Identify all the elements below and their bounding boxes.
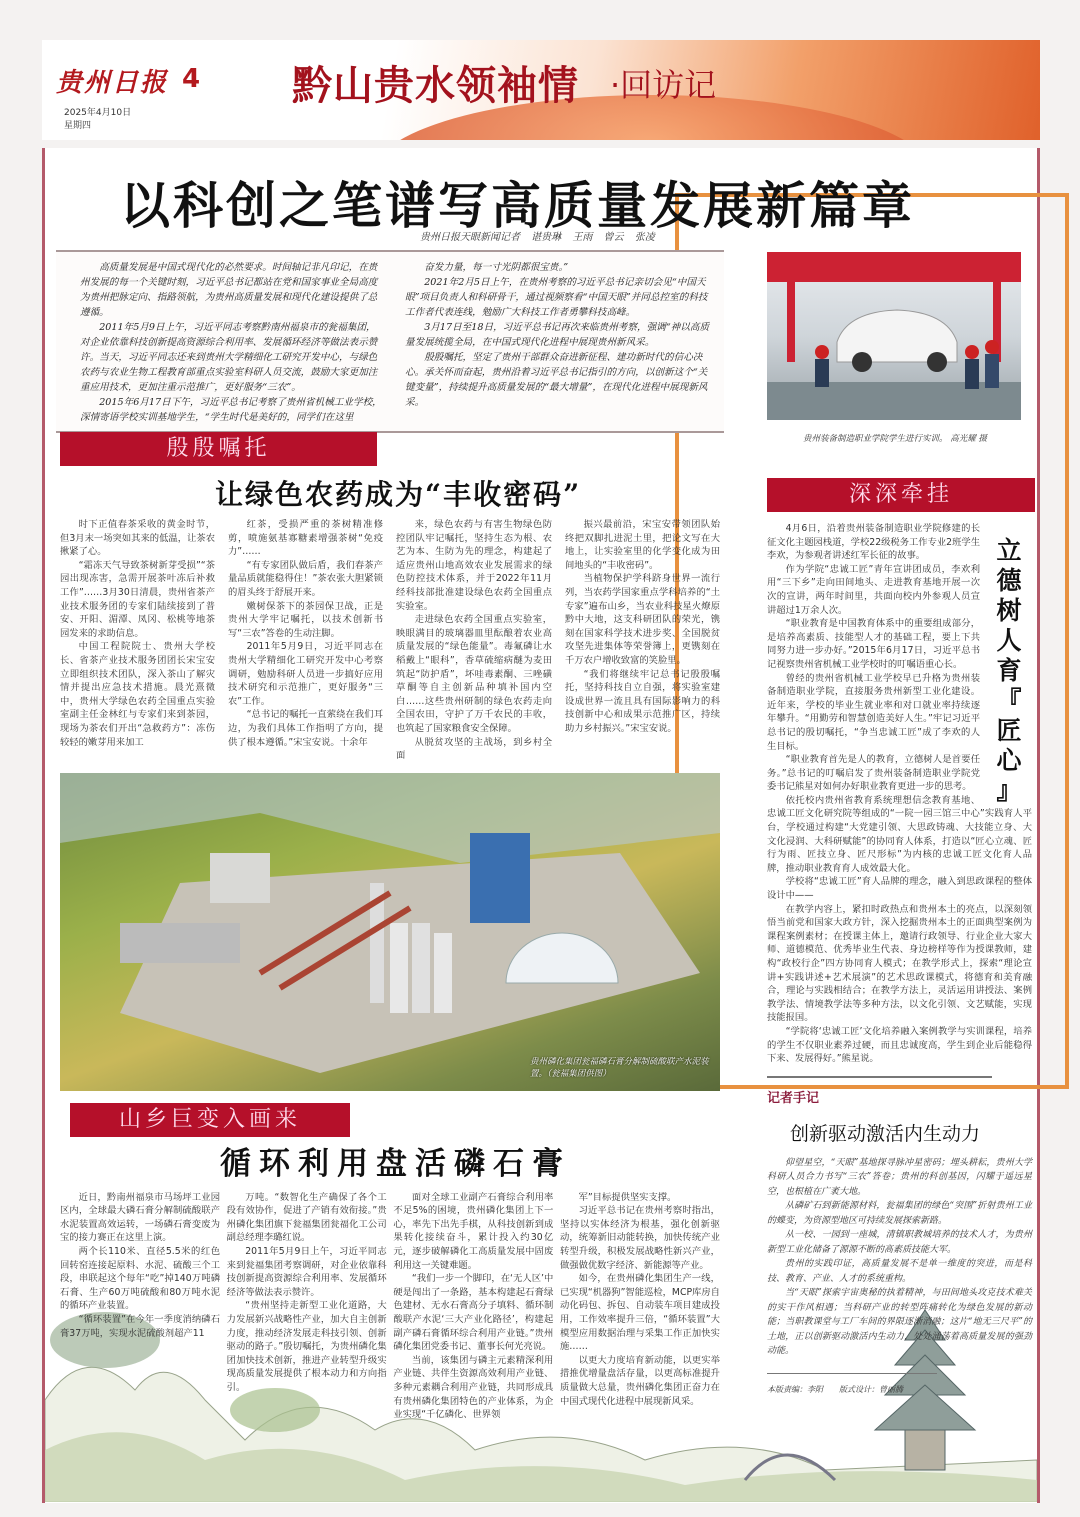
issue-date: 2025年4月10日 <box>64 108 132 118</box>
paragraph: 红茶，受损严重的茶树精准修剪，喷施氨基寡糖素增强茶树“免疫力”…… <box>228 519 383 558</box>
paragraph: “我们一步一个脚印，在‘无人区’中硬是闯出了一条路，基本构建起石膏绿色建材、无水石膏高分子填料、循环制酸联产水泥‘三大产业化路径’，构建起副产磷石膏循环综合利用产业链。”贵州磷化集团党委书记、董事长何光亮说。 <box>393 1273 554 1353</box>
paragraph: 2011年5月9日上午，习近平同志来到瓮福集团考察调研，对企业依靠科技创新提高资源综合利用率、发展循环经济等做法表示赞许。 <box>226 1246 387 1298</box>
section-banner-shanxiang: 山乡巨变入画来 <box>70 1103 350 1137</box>
section2-article <box>767 522 1032 1066</box>
column-title: 黔山贵水领袖情 <box>292 62 579 109</box>
training-photo-caption: 贵州装备制造职业学院学生进行实训。 高光耀 摄 <box>803 434 987 444</box>
intro-right <box>405 260 710 425</box>
masthead-banner <box>42 40 1040 140</box>
paragraph: 3月17日至18日，习近平总书记再次来临贵州考察，强调“神以高质量发展统揽全局，在中国式现代化进程中展现贵州新风采。 <box>405 322 710 348</box>
paragraph: “总书记的嘱托一直萦绕在我们耳边，为我们具体工作指明了方向，提供了根本遵循。”宋宝安说。十余年 <box>228 709 383 748</box>
paragraph: 万吨。“数智化生产确保了各个工段有效协作，促进了产销有效衔接。”贵州磷化集团旗下瓮福集团瓮福化工公司副总经理李璐红说。 <box>226 1191 387 1244</box>
paragraph: “职业教育首先是人的教育，立德树人是首要任务。”总书记的叮嘱启发了贵州装备制造职业学院党委书记熊星对如何办好职业教育更进一步的思考。 <box>767 754 980 793</box>
right-column <box>767 478 1032 1395</box>
paragraph: 曾经的贵州省机械工业学校早已升格为贵州装备制造职业学院，直接服务贵州新型工业化建设。近年来，学校的毕业生就业率和对口就业率持续逐年攀升。“用勤劳和智慧创造美好人生。”牢记习近平总书记的殷切嘱托，“争当忠诚工匠”成了李欢的人生目标。 <box>767 672 980 752</box>
paragraph: 当“天眼”探索宇宙奥秘的执着精神，与田间地头攻克技术难关的实干作风相遇；当科研产业的转型阵痛转化为绿色发展的新动能；当职教课堂与工厂车间的界限逐渐消融；这片“地无三尺平”的土地，正以创新驱动激活内生动力，处处涌荡着高质量发展的强劲动能。 <box>767 1288 1032 1357</box>
column-subtitle: ·回访记 <box>610 66 717 104</box>
paragraph: “霜冻天气导致茶树新芽受损”“茶园出现冻害，急需开展茶叶冻后补救工作”……3月30日清晨，贵州省茶产业技术服务团的专家们陆续接到了普安、开阳、湄潭、凤冈、松桃等地茶园发来的求助信息。 <box>60 559 215 639</box>
newspaper-logo: 贵州日报 <box>56 68 169 98</box>
section1-col-2 <box>228 518 383 763</box>
paragraph: 殷殷嘱托，坚定了贵州干部群众奋进新征程、建功新时代的信心决心。承关怀而奋起，贵州沿着习近平总书记指引的方向，以创新这个“关键变量”，持续提升高质量发展的“最大增量”，在现代化进程中展现新风采。 <box>405 352 708 408</box>
paragraph: 4月6日，沿着贵州装备制造职业学院修建的长征文化主题园栈道，学校22级税务工作专业2班学生李欢，为参观者讲述红军长征的故事。 <box>767 523 980 562</box>
paragraph: “我们将继续牢记总书记殷殷嘱托，坚持科技自立自强，将实验室建设成世界一流且具有国际影响力的科技创新中心和成果示范推广区，持续助力乡村振兴。”宋宝安说。 <box>565 668 720 734</box>
paragraph: 军”目标提供坚实支撑。 <box>578 1191 677 1203</box>
paragraph: 当植物保护学科跻身世界一流行列，当农药学国家重点学科培养的“土专家”遍布山乡，当农业科技星火燎原黔中大地，这支科研团队的荣光，镌刻在国家科学技术进步奖、全国脱贫攻坚先进集体等荣誉簿上，更镌刻在千万农户增收致富的笑脸里。 <box>565 573 720 666</box>
byline: 贵州日报天眼新闻记者 谌贵琳 王雨 曾云 张凌 <box>420 232 655 243</box>
paragraph: 2021年2月5日上午，在贵州考察的习近平总书记亲切会见“中国天眼”项目负责人和科研骨干，通过视频察看“中国天眼”并同总控室的科技工作者代表连线，勉励广大科技工作者勇攀科技高峰。 <box>405 277 708 318</box>
factory-aerial-photo <box>60 773 720 1091</box>
paragraph: 当前，该集团与磷主元素精深利用产业链、共伴生资源高效利用产业链、多种元素耦合利用产业链，共同形成具有贵州磷化集团特色的产业体系，为企业实现“千亿磷化、世界领 <box>393 1354 554 1421</box>
section3-col-3 <box>393 1191 553 1422</box>
factory-illustration <box>60 773 720 1091</box>
divider <box>767 1076 992 1078</box>
section1-col-3 <box>396 518 552 763</box>
paragraph: 嫩树保茶下的茶园保卫战，正是贵州大学牢记嘱托，以技术创新书写“三农”答卷的生动注脚。 <box>228 600 383 639</box>
paragraph: 2011年5月9日，习近平同志在贵州大学精细化工研究开发中心考察调研，勉励科研人员进一步搞好应用技术研究和示范推广，更好服务“三农”工作。 <box>228 641 383 707</box>
footer-divider <box>767 1373 937 1374</box>
paragraph: 走进绿色农药全国重点实验室，映眼满目的玻璃器皿里酝酿着农业高质量发展的“绿色能量”。毒氟磷让水稻戴上“眼科”，香草硫缩病醚为麦田筑起“防护盾”，坏哇毒素酮、三唑磺草酮等自主创新品种填补国内空白……这些贵州研制的绿色农药走向全国农田，守护了万千农民的丰收，也筑起了国家粮食安全保障。 <box>396 614 552 734</box>
paragraph: “学院将‘忠诚工匠’文化培养融入案例教学与实训课程，培养的学生不仅职业素养过硬，而且忠诚度高，学生到企业后能稳得下来、发展得好。”熊星说。 <box>767 1025 1032 1065</box>
paragraph: 从磷矿石到新能源材料，瓮福集团的绿色“突围”折射贵州工业的蝶变，为资源型地区可持续发展探索新路。 <box>767 1201 1032 1226</box>
editor-credit: 本版责编：李阳 版式设计：曾丽腾 <box>767 1384 903 1394</box>
paragraph: 贵州的实践印证，高质量发展不是单一维度的突进，而是科技、教育、产业、人才的系统重构。 <box>767 1259 1032 1284</box>
paragraph: 振兴最前沿，宋宝安带领团队始终把双脚扎进泥土里，把论文写在大地上，让实验室里的化学变化成为田间地头的“丰收密码”。 <box>565 519 720 571</box>
paragraph: 作为学院“忠诚工匠”青年宣讲团成员，李欢利用“三下乡”走向田间地头、走进教育基地开展一次次的宣讲，两年时间里，共面向校内外参观人员宣讲超过1万余人次。 <box>767 563 980 616</box>
section1-columns <box>60 518 720 763</box>
section1-headline: 让绿色农药成为“丰收密码” <box>215 478 582 511</box>
section3-headline: 循环利用盘活磷石膏 <box>220 1145 571 1182</box>
paragraph: 从一校、一园到一座城，清镇职教城培养的技术人才，为贵州新型工业化储备了源源不断的高素质技能大军。 <box>767 1230 1032 1255</box>
section1-col-4 <box>565 518 720 763</box>
paragraph: 面对全球工业副产石膏综合利用率不足5%的困境，贵州磷化集团上下一心，率先下出先手棋，从科技创新到成果转化接续奋斗，累计投入约30亿元，逐步破解磷化工高质量发展中固废利用这一关键难题。 <box>393 1191 554 1271</box>
paragraph: 学校将“忠诚工匠”育人品牌的理念，融入到思政课程的整体设计中—— <box>767 876 1032 902</box>
paragraph: 时下正值春茶采收的黄金时节，但3月末一场突如其来的低温，让茶农揪紧了心。 <box>60 519 215 558</box>
paragraph: 依托校内贵州省教育系统理想信念教育基地、忠诚工匠文化研究院等组成的“一院一园三馆三中心”实践育人平台，学校通过构建“大党建引领、大思政铸魂、大技能立身、大文化浸润、大科研赋能”的协同育人体系，打造以“匠心立魂、匠行为雨、匠技立身、匠尺形标”为内核的忠诚工匠文化育人品牌，推动职业教育育人成效最大化。 <box>767 794 1032 874</box>
section3-columns <box>60 1191 720 1422</box>
paragraph: 两个长110米、直径5.5米的红色回转窑连接起原料、水泥、硫酸三个工段，串联起这个每年“吃”掉140万吨磷石膏、生产60万吨硫酸和80万吨水泥的循环产业装置。 <box>60 1246 220 1312</box>
section1-col-1 <box>60 518 215 763</box>
issue-weekday: 星期四 <box>64 121 92 131</box>
section3-col-2 <box>227 1191 387 1422</box>
page-title: 以科创之笔谱写高质量发展新篇章 <box>120 177 915 235</box>
paragraph: 以更大力度培育新动能，以更实举措推优增量盘活存量，以更高标准提升质量做大总量，贵州磷化集团正奋力在中国式现代化进程中展现新风采。 <box>559 1354 720 1407</box>
paragraph: 来，绿色农药与有害生物绿色防控团队牢记嘱托，坚持生态为根、农艺为本、生防为先的理念，构建起了适应贵州山地高效农业发展需求的绿色防控技术体系，并于2022年11月经科技部批准建设绿色农药全国重点实验室。 <box>396 519 552 612</box>
paragraph: 习近平总书记在贵州考察时指出，坚持以实体经济为根基，强化创新驱动，统筹新旧动能转换，加快传统产业转型升级，积极发展战略性新兴产业，做强做优数字经济、新能源等产业。 <box>559 1205 720 1271</box>
page-number: 4 <box>182 64 201 94</box>
intro-left <box>80 260 385 425</box>
paragraph: “有专家团队做后盾，我们春茶产量品质就能稳得住！”茶农张大胆紧锁的眉头终于舒展开来。 <box>228 559 383 598</box>
paragraph: 中国工程院院士、贵州大学校长、省茶产业技术服务团团长宋宝安立即组织技术团队，深入茶山了解灾情并提出应急技术措施。晨光熹微中，贵州大学绿色农药全国重点实验室副主任金林红与专家们来到茶园，现场为茶农们开出“急救药方”：冻伤较轻的嫩芽用来加工 <box>60 641 215 748</box>
paragraph: 近日，黔南州福泉市马场坪工业园区内，全球最大磷石膏分解制硫酸联产水泥装置高效运转，一场磷石膏变废为宝的接力赛正在这里上演。 <box>60 1191 220 1244</box>
paragraph: 奋发力量，每一寸光阴都很宝贵。” <box>424 262 569 273</box>
paragraph: 从脱贫攻坚的主战场，到乡村全面 <box>396 736 552 762</box>
notes-label: 记者手记 <box>767 1090 820 1106</box>
notes-headline: 创新驱动激活内生动力 <box>790 1122 981 1145</box>
car-workshop-illustration <box>767 252 1021 420</box>
paragraph: 如今，在贵州磷化集团生产一线，已实现“机器狗”智能巡检，MCP库房自动化码包、拆包、自动装车项目建成投用，工作效率提升三倍，“循环装置”大模型应用数据治理与采集工作正加快实施…… <box>559 1273 720 1353</box>
section2-vertical-title: 立 德 树 人 育 『 匠 心 』 <box>996 536 1022 805</box>
paragraph: 高质量发展是中国式现代化的必然要求。时间轴记非凡印记，在贵州发展的每一个关键时刻，习近平总书记都站在党和国家事业全局高度为贵州把脉定向、指路领航，为贵州高质量发展和现代化建设提供了总遵循。 <box>80 262 378 318</box>
paragraph: 2015年6月17日下午，习近平总书记考察了贵州省机械工业学校，深情寄语学校实训基地学生，“学生时代是美好的，同学们在这里 <box>80 397 382 423</box>
paragraph: “职业教育是中国教育体系中的重要组成部分，是培养高素质、技能型人才的基础工程，要上下共同努力进一步办好。”2015年6月17日，习近平总书记视察贵州省机械工业学校时的叮嘱语重心长。 <box>767 618 980 670</box>
paragraph: “贵州坚持走新型工业化道路，大力发展新兴战略性产业，加大自主创新力度，推动经济发展走科技引领、创新驱动的路子。”殷切嘱托，为贵州磷化集团加快技术创新，推进产业转型升级实现高质量发展提供了根本动力和方向指引。 <box>226 1300 387 1393</box>
paragraph: 在教学内容上，紧扣时政热点和贵州本土的亮点，以深刻领悟当前党和国家大政方针，深入挖掘贵州本土的正面典型案例为课程案例素材；在授课主体上，邀请行政领导、行业企业大家大师、道德模范、优秀毕业生代表、身边榜样等作为授课教师，建构“政校行企”四方协同育人模式；在教学形式上，探索“理论宣讲+实践讲述+艺术展演”的艺术思政课模式，将德育和美育融合，理论与实践相结合；在教学方法上，灵活运用讲授法、案例教学法、情境教学法等多种方法，以文化引领、文艺赋能，实现技能报国。 <box>767 903 1032 1024</box>
section3-col-1 <box>60 1191 220 1422</box>
paragraph: “循环装置”在今年一季度消纳磷石膏37万吨，实现水泥硫酸剂超产11 <box>60 1314 220 1339</box>
factory-photo-caption: 贵州磷化集团瓮福磷石膏分解制硫酸联产水泥装置。（瓮福集团供图） <box>530 1056 709 1079</box>
section-banner-yinyin: 殷殷嘱托 <box>60 432 377 466</box>
training-photo <box>767 252 1021 420</box>
paragraph: 仰望星空，“天眼”基地探寻脉冲星密码；埋头耕耘，贵州大学科研人员合力书写“三农”答卷；贵州的科创基因，闪耀于遥远星空，也根植在广袤大地。 <box>767 1157 1032 1197</box>
notes-body <box>767 1156 1032 1359</box>
section-banner-shenshen: 深深牵挂 <box>767 478 1035 512</box>
left-column <box>60 432 720 1422</box>
section3-col-4 <box>560 1191 720 1422</box>
intro-box <box>56 250 724 433</box>
paragraph: 2011年5月9日上午，习近平同志考察黔南州福泉市的瓮福集团，对企业依靠科技创新提高资源综合利用率、发展循环经济等做法表示赞许。当天，习近平同志还来到贵州大学精细化工研究开发中心，与绿色农药与农业生物工程教育部重点实验室科研人员交流，鼓励大家更加注重应用技术，更加注重示范推广，更好服务“三农”。 <box>80 322 378 393</box>
